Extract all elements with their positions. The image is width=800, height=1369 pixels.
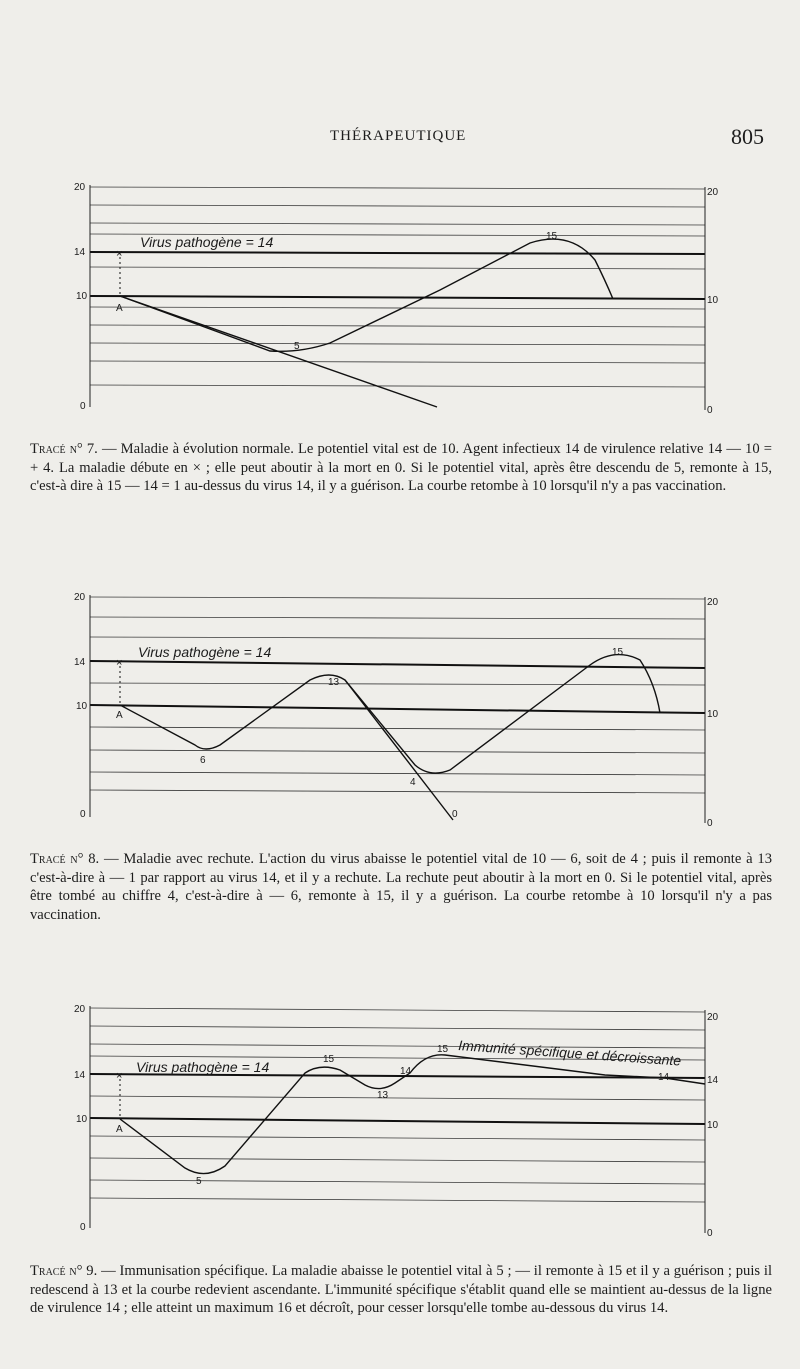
chart-trace-8: [0, 585, 800, 830]
grid-lines: [90, 187, 705, 387]
virus-label: Virus pathogène = 14: [136, 1059, 270, 1075]
point-label-15a: 15: [323, 1054, 335, 1065]
tick-right-14: 14: [707, 1075, 719, 1086]
onset-cross: ×: [116, 248, 123, 260]
tick-left-10: 10: [76, 291, 88, 302]
tick-left-20: 20: [74, 592, 86, 603]
tick-left-10: 10: [76, 701, 88, 712]
tick-right-0: 0: [707, 405, 713, 416]
tick-right-20: 20: [707, 597, 719, 608]
tick-left-14: 14: [74, 657, 86, 668]
tick-right-20: 20: [707, 187, 719, 198]
tick-left-0: 0: [80, 401, 86, 412]
point-label-5: 5: [294, 341, 300, 352]
start-label: A: [116, 303, 123, 314]
tick-left-0: 0: [80, 809, 86, 820]
virus-line: [90, 661, 705, 668]
start-label: A: [116, 710, 123, 721]
baseline-10: [90, 1118, 705, 1124]
page-title: THÉRAPEUTIQUE: [330, 128, 467, 144]
virus-line: [90, 252, 705, 254]
tick-left-20: 20: [74, 182, 86, 193]
virus-label: Virus pathogène = 14: [138, 644, 272, 660]
caption-lead: Tracé n° 7.: [30, 441, 98, 457]
point-label-6: 6: [200, 755, 206, 766]
tick-right-0: 0: [707, 1228, 713, 1239]
point-label-5: 5: [196, 1176, 202, 1187]
death-label-0: 0: [452, 809, 458, 820]
tick-left-14: 14: [74, 1070, 86, 1081]
immunity-annotation: Immunité spécifique et décroissante: [457, 1037, 682, 1069]
point-label-15: 15: [546, 231, 558, 242]
caption-trace-7: [30, 440, 772, 496]
caption-text: — Maladie à évolution normale. Le potentiel vital est de 10. Agent infectieux 14 de virulence relative 14 — 10 = + 4. La maladie débute en × ; elle peut aboutir à la mort en 0. Si le potentiel vital, après être descendu de 5, remonte à 15, c'est-à dire à 15 — 14 = 1 au-dessus du virus 14, il y a guérison. La courbe retombe à 10 lorsqu'il n'y a pas vaccination.: [30, 441, 773, 494]
caption-lead: Tracé n° 8.: [30, 851, 100, 867]
caption-text: — Maladie avec rechute. L'action du virus abaisse le potentiel vital de 10 — 6, soit de 4 ; puis il remonte à 13 c'est-à-dire à — 1 par rapport au virus 14, et il y a rechute. La rechute peut aboutir à la mort en 0. Si le potentiel vital, après être tombé au chiffre 4, c'est-à-dire à — 6, remonte à 15, il y a guérison. La courbe retombe à 10 lorsqu'il n'y a pas vaccination.: [30, 851, 772, 923]
grid-lines: [90, 1008, 705, 1202]
page-number: 805: [731, 124, 764, 149]
onset-cross: ×: [116, 1070, 123, 1082]
point-label-15b: 15: [437, 1044, 449, 1055]
tick-left-0: 0: [80, 1222, 86, 1233]
point-label-15: 15: [612, 647, 624, 658]
curve-main: [120, 239, 613, 351]
caption-trace-9: [30, 1262, 772, 1318]
point-label-13: 13: [328, 677, 340, 688]
point-label-14b: 14: [658, 1072, 670, 1083]
grid-lines: [90, 597, 705, 793]
curve-death: [120, 296, 437, 407]
point-label-4: 4: [410, 777, 416, 788]
tick-left-20: 20: [74, 1004, 86, 1015]
tick-right-10: 10: [707, 295, 719, 306]
point-label-13: 13: [377, 1090, 389, 1101]
caption-trace-8: [30, 850, 772, 924]
caption-text: — Immunisation spécifique. La maladie abaisse le potentiel vital à 5 ; — il remonte à 15 et il y a guérison ; puis il redescend à 13 et la courbe redevient ascendante. L'immunité spécifique s'établit quand elle se maintient au-dessus de la ligne de virulence 14 ; elle atteint un maximum 16 et décroît, pour cesser lorsqu'elle tombe au-dessous du virus 14.: [30, 1263, 772, 1316]
baseline-10: [90, 705, 705, 713]
chart-trace-7: [0, 175, 800, 420]
tick-right-20: 20: [707, 1012, 719, 1023]
start-label: A: [116, 1124, 123, 1135]
running-header: [0, 124, 800, 154]
caption-lead: Tracé n° 9.: [30, 1263, 98, 1279]
tick-right-10: 10: [707, 1120, 719, 1131]
tick-left-10: 10: [76, 1114, 88, 1125]
virus-label: Virus pathogène = 14: [140, 234, 274, 250]
tick-right-10: 10: [707, 709, 719, 720]
curve-death: [345, 680, 453, 820]
point-label-14: 14: [400, 1066, 412, 1077]
tick-left-14: 14: [74, 247, 86, 258]
chart-trace-9: [0, 998, 800, 1243]
tick-right-0: 0: [707, 818, 713, 829]
onset-cross: ×: [116, 657, 123, 669]
